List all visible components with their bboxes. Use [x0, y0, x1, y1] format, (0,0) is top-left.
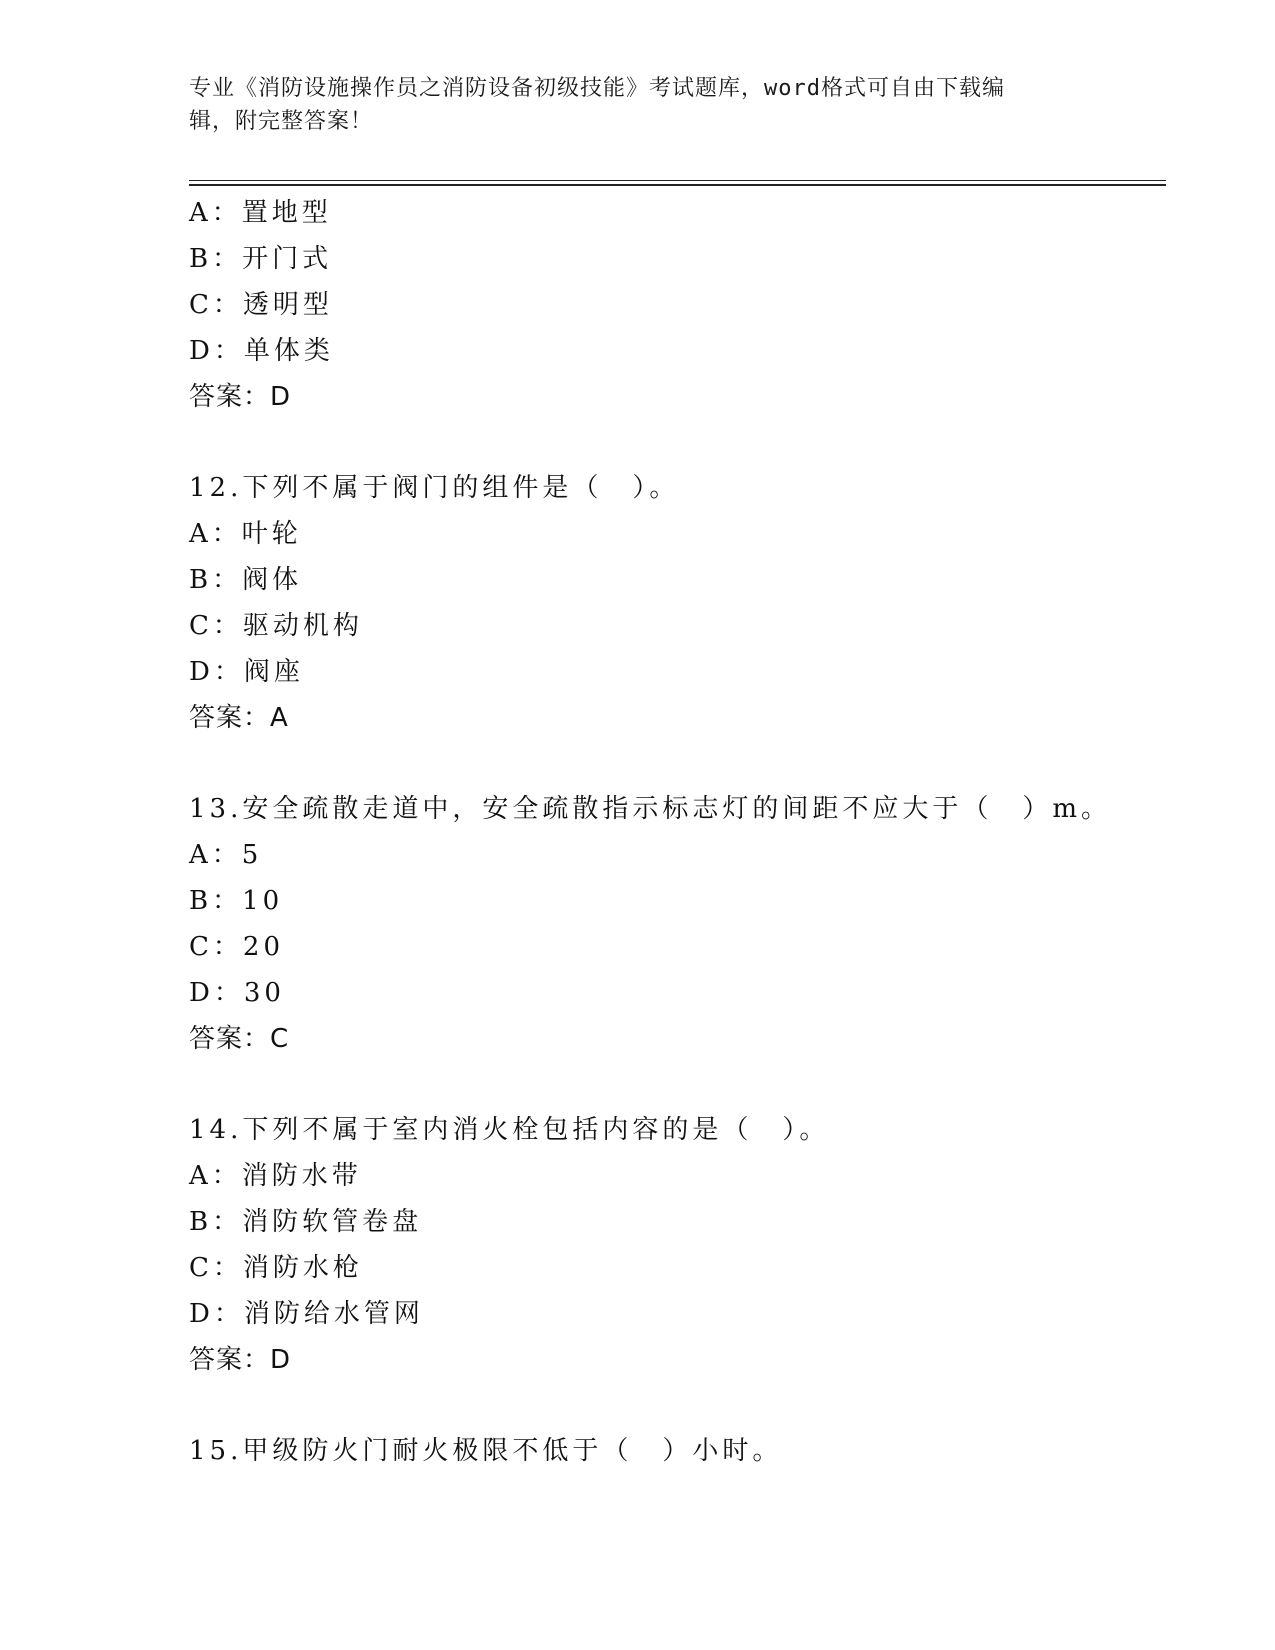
option-label: D： [189, 1299, 244, 1329]
spacer [189, 1383, 1166, 1428]
question-12 [189, 465, 1166, 741]
option-label: C： [189, 290, 243, 320]
option-c [189, 924, 1166, 970]
spacer [189, 741, 1166, 786]
option-a [189, 190, 1166, 236]
option-d [189, 649, 1166, 695]
option-label: D： [189, 978, 244, 1008]
spacer [189, 1062, 1166, 1107]
option-d [189, 328, 1166, 374]
option-a [189, 1153, 1166, 1199]
option-label: A： [189, 198, 242, 228]
option-b [189, 878, 1166, 924]
option-text: 开门式 [242, 244, 333, 274]
option-text: 20 [242, 932, 284, 962]
option-label: B： [189, 1207, 243, 1237]
option-text: 阀体 [242, 565, 303, 595]
option-text: 10 [242, 886, 284, 916]
option-text: 驱动机构 [242, 611, 363, 641]
document-header [189, 72, 1069, 138]
option-c [189, 1245, 1166, 1291]
question-list [189, 190, 1166, 1474]
header-line-1: 专业《消防设施操作员之消防设备初级技能》考试题库，word格式可自由下载编 [189, 76, 1005, 101]
spacer [189, 420, 1166, 465]
answer-line: 答案：D [189, 382, 292, 412]
header-line-2: 辑，附完整答案！ [189, 109, 374, 134]
option-label: C： [189, 611, 243, 641]
option-text: 透明型 [242, 290, 333, 320]
option-text: 叶轮 [241, 519, 302, 549]
option-text: 阀座 [243, 657, 304, 687]
option-b [189, 236, 1166, 282]
option-text: 5 [241, 840, 263, 870]
option-a [189, 511, 1166, 557]
option-a [189, 832, 1166, 878]
question-15 [189, 1428, 1166, 1474]
option-text: 消防水枪 [242, 1253, 363, 1283]
header-divider-thick [189, 184, 1166, 186]
option-text: 单体类 [243, 336, 334, 366]
option-label: A： [189, 840, 242, 870]
question-stem: 14.下列不属于室内消火栓包括内容的是（ ）。 [189, 1115, 830, 1145]
option-label: A： [189, 1161, 242, 1191]
option-label: A： [189, 519, 242, 549]
question-stem: 15.甲级防火门耐火极限不低于（ ）小时。 [189, 1436, 783, 1466]
option-c [189, 603, 1166, 649]
option-label: B： [189, 244, 243, 274]
answer-line: 答案：D [189, 1345, 292, 1375]
option-label: B： [189, 565, 243, 595]
option-b [189, 1199, 1166, 1245]
option-d [189, 1291, 1166, 1337]
answer-line: 答案：C [189, 1024, 290, 1054]
option-label: C： [189, 1253, 243, 1283]
option-label: D： [189, 336, 244, 366]
option-b [189, 557, 1166, 603]
option-text: 30 [243, 978, 285, 1008]
option-text: 消防给水管网 [243, 1299, 424, 1329]
option-c [189, 282, 1166, 328]
option-label: C： [189, 932, 243, 962]
option-label: D： [189, 657, 244, 687]
question-11-continued [189, 190, 1166, 420]
option-d [189, 970, 1166, 1016]
option-label: B： [189, 886, 243, 916]
question-13 [189, 786, 1166, 1062]
header-divider-thin [189, 180, 1166, 181]
option-text: 消防软管卷盘 [242, 1207, 423, 1237]
question-14 [189, 1107, 1166, 1383]
option-text: 消防水带 [241, 1161, 362, 1191]
option-text: 置地型 [241, 198, 332, 228]
answer-line: 答案：A [189, 703, 289, 733]
question-stem: 12.下列不属于阀门的组件是（ ）。 [189, 473, 680, 503]
question-stem: 13.安全疏散走道中，安全疏散指示标志灯的间距不应大于（ ）m。 [189, 794, 1112, 824]
